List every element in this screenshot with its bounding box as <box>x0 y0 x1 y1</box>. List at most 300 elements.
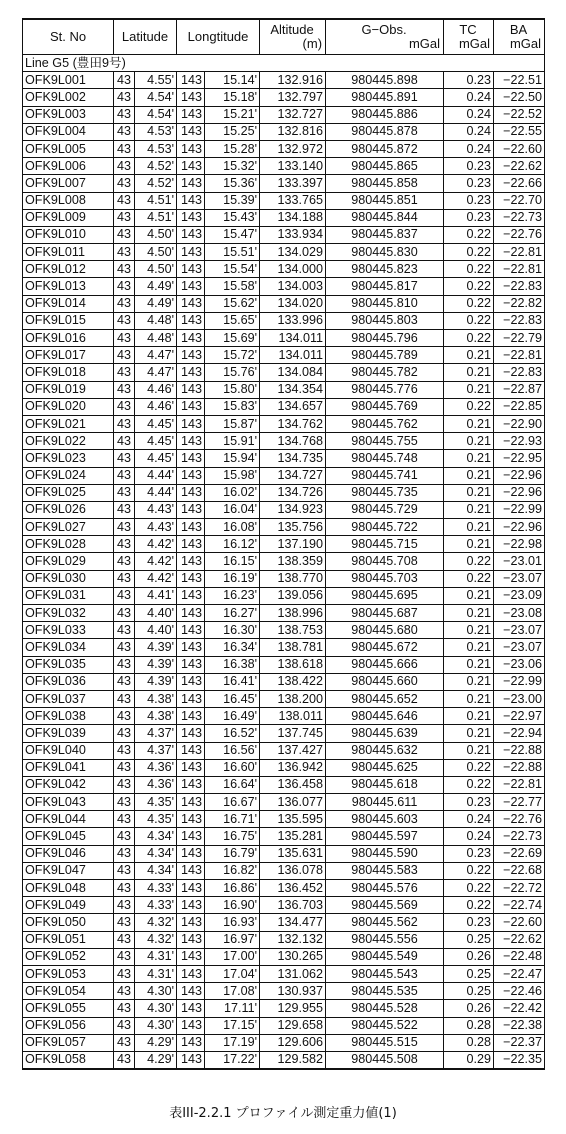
cell-lat-deg: 43 <box>114 381 135 398</box>
table-row <box>23 897 545 914</box>
gravity-table-sheet <box>22 18 544 1070</box>
cell-lon-min: 17.19' <box>205 1034 260 1051</box>
section-label: Line G5 (豊田9号) <box>23 55 545 72</box>
section-row <box>23 55 545 72</box>
table-row <box>23 209 545 226</box>
cell-tc: 0.22 <box>444 226 494 243</box>
cell-lon-min: 16.93' <box>205 914 260 931</box>
cell-altitude: 133.765 <box>260 192 326 209</box>
cell-lat-deg: 43 <box>114 158 135 175</box>
cell-lon-min: 15.83' <box>205 398 260 415</box>
cell-gobs: 980445.590 <box>326 845 444 862</box>
cell-lon-deg: 143 <box>177 106 205 123</box>
cell-ba: −22.83 <box>494 278 545 295</box>
cell-lon-deg: 143 <box>177 931 205 948</box>
table-row <box>23 1034 545 1051</box>
cell-altitude: 131.062 <box>260 965 326 982</box>
cell-ba: −22.50 <box>494 89 545 106</box>
cell-gobs: 980445.672 <box>326 639 444 656</box>
cell-lat-deg: 43 <box>114 295 135 312</box>
cell-lat-min: 4.47' <box>135 347 177 364</box>
cell-tc: 0.23 <box>444 158 494 175</box>
cell-tc: 0.24 <box>444 106 494 123</box>
cell-lat-deg: 43 <box>114 1017 135 1034</box>
table-row <box>23 72 545 89</box>
cell-lon-min: 15.36' <box>205 175 260 192</box>
cell-station-no: OFK9L017 <box>23 347 114 364</box>
cell-lon-min: 15.14' <box>205 72 260 89</box>
table-row <box>23 656 545 673</box>
cell-gobs: 980445.680 <box>326 622 444 639</box>
cell-ba: −22.60 <box>494 140 545 157</box>
cell-gobs: 980445.569 <box>326 897 444 914</box>
cell-ba: −22.96 <box>494 467 545 484</box>
cell-lon-min: 16.34' <box>205 639 260 656</box>
cell-altitude: 134.354 <box>260 381 326 398</box>
cell-station-no: OFK9L029 <box>23 553 114 570</box>
cell-altitude: 138.618 <box>260 656 326 673</box>
cell-gobs: 980445.762 <box>326 415 444 432</box>
cell-station-no: OFK9L038 <box>23 708 114 725</box>
cell-ba: −22.83 <box>494 364 545 381</box>
cell-altitude: 136.458 <box>260 776 326 793</box>
cell-lat-min: 4.48' <box>135 330 177 347</box>
cell-lon-deg: 143 <box>177 278 205 295</box>
cell-altitude: 134.657 <box>260 398 326 415</box>
cell-lon-min: 16.52' <box>205 725 260 742</box>
cell-tc: 0.21 <box>444 536 494 553</box>
cell-ba: −23.07 <box>494 639 545 656</box>
cell-lon-deg: 143 <box>177 690 205 707</box>
cell-ba: −22.55 <box>494 123 545 140</box>
cell-lat-min: 4.50' <box>135 261 177 278</box>
cell-tc: 0.21 <box>444 673 494 690</box>
table-row <box>23 330 545 347</box>
cell-lat-min: 4.32' <box>135 931 177 948</box>
cell-lat-deg: 43 <box>114 364 135 381</box>
cell-gobs: 980445.837 <box>326 226 444 243</box>
cell-lat-deg: 43 <box>114 450 135 467</box>
table-row <box>23 742 545 759</box>
cell-altitude: 132.816 <box>260 123 326 140</box>
cell-station-no: OFK9L004 <box>23 123 114 140</box>
cell-lon-min: 15.69' <box>205 330 260 347</box>
cell-ba: −22.66 <box>494 175 545 192</box>
cell-ba: −23.06 <box>494 656 545 673</box>
cell-tc: 0.24 <box>444 89 494 106</box>
cell-lat-deg: 43 <box>114 175 135 192</box>
cell-gobs: 980445.872 <box>326 140 444 157</box>
cell-lon-min: 16.12' <box>205 536 260 553</box>
cell-ba: −22.35 <box>494 1051 545 1069</box>
cell-gobs: 980445.625 <box>326 759 444 776</box>
cell-lon-min: 16.49' <box>205 708 260 725</box>
cell-lon-deg: 143 <box>177 347 205 364</box>
table-row <box>23 398 545 415</box>
cell-station-no: OFK9L002 <box>23 89 114 106</box>
cell-station-no: OFK9L035 <box>23 656 114 673</box>
cell-tc: 0.22 <box>444 570 494 587</box>
cell-lon-deg: 143 <box>177 862 205 879</box>
cell-gobs: 980445.796 <box>326 330 444 347</box>
cell-station-no: OFK9L003 <box>23 106 114 123</box>
cell-lat-min: 4.34' <box>135 845 177 862</box>
cell-lon-deg: 143 <box>177 914 205 931</box>
cell-lat-min: 4.42' <box>135 536 177 553</box>
cell-lon-deg: 143 <box>177 776 205 793</box>
cell-lon-min: 15.94' <box>205 450 260 467</box>
cell-gobs: 980445.603 <box>326 811 444 828</box>
cell-lon-deg: 143 <box>177 192 205 209</box>
cell-station-no: OFK9L025 <box>23 484 114 501</box>
cell-lon-deg: 143 <box>177 261 205 278</box>
table-row <box>23 880 545 897</box>
cell-altitude: 134.477 <box>260 914 326 931</box>
cell-altitude: 132.916 <box>260 72 326 89</box>
cell-lon-min: 16.08' <box>205 519 260 536</box>
gravity-measurement-table <box>22 18 545 1070</box>
cell-lon-min: 15.47' <box>205 226 260 243</box>
cell-station-no: OFK9L031 <box>23 587 114 604</box>
cell-gobs: 980445.741 <box>326 467 444 484</box>
cell-lat-min: 4.54' <box>135 89 177 106</box>
cell-station-no: OFK9L052 <box>23 948 114 965</box>
cell-lat-min: 4.53' <box>135 140 177 157</box>
table-caption: 表III-2.2.1 プロファイル測定重力値(1) <box>169 1106 397 1121</box>
cell-station-no: OFK9L034 <box>23 639 114 656</box>
cell-ba: −22.81 <box>494 261 545 278</box>
cell-lon-min: 15.87' <box>205 415 260 432</box>
table-row <box>23 140 545 157</box>
cell-tc: 0.23 <box>444 209 494 226</box>
cell-lat-min: 4.31' <box>135 965 177 982</box>
cell-lat-deg: 43 <box>114 690 135 707</box>
cell-tc: 0.29 <box>444 1051 494 1069</box>
cell-station-no: OFK9L050 <box>23 914 114 931</box>
cell-tc: 0.21 <box>444 690 494 707</box>
cell-lat-min: 4.39' <box>135 673 177 690</box>
cell-gobs: 980445.508 <box>326 1051 444 1069</box>
table-row <box>23 450 545 467</box>
cell-tc: 0.22 <box>444 880 494 897</box>
cell-lon-min: 15.76' <box>205 364 260 381</box>
cell-lon-min: 16.79' <box>205 845 260 862</box>
cell-ba: −23.09 <box>494 587 545 604</box>
cell-station-no: OFK9L007 <box>23 175 114 192</box>
cell-lat-deg: 43 <box>114 656 135 673</box>
cell-tc: 0.22 <box>444 776 494 793</box>
cell-lon-deg: 143 <box>177 501 205 518</box>
cell-altitude: 138.753 <box>260 622 326 639</box>
cell-station-no: OFK9L020 <box>23 398 114 415</box>
cell-lon-deg: 143 <box>177 587 205 604</box>
table-row <box>23 89 545 106</box>
header-tc-label: TC <box>459 22 477 37</box>
cell-gobs: 980445.858 <box>326 175 444 192</box>
cell-altitude: 137.190 <box>260 536 326 553</box>
cell-lon-deg: 143 <box>177 1017 205 1034</box>
cell-altitude: 134.735 <box>260 450 326 467</box>
cell-gobs: 980445.769 <box>326 398 444 415</box>
cell-gobs: 980445.549 <box>326 948 444 965</box>
cell-ba: −22.76 <box>494 811 545 828</box>
table-row <box>23 931 545 948</box>
cell-altitude: 134.762 <box>260 415 326 432</box>
cell-gobs: 980445.660 <box>326 673 444 690</box>
cell-station-no: OFK9L057 <box>23 1034 114 1051</box>
cell-station-no: OFK9L046 <box>23 845 114 862</box>
cell-lon-deg: 143 <box>177 639 205 656</box>
cell-station-no: OFK9L013 <box>23 278 114 295</box>
cell-lat-min: 4.34' <box>135 828 177 845</box>
cell-ba: −22.81 <box>494 244 545 261</box>
cell-ba: −22.83 <box>494 312 545 329</box>
cell-tc: 0.21 <box>444 605 494 622</box>
cell-tc: 0.22 <box>444 244 494 261</box>
table-row <box>23 828 545 845</box>
cell-lon-min: 16.38' <box>205 656 260 673</box>
header-gobs <box>326 19 444 55</box>
cell-station-no: OFK9L056 <box>23 1017 114 1034</box>
table-row <box>23 708 545 725</box>
cell-lon-min: 17.04' <box>205 965 260 982</box>
cell-altitude: 132.972 <box>260 140 326 157</box>
table-row <box>23 312 545 329</box>
cell-lon-deg: 143 <box>177 175 205 192</box>
cell-lon-min: 15.91' <box>205 433 260 450</box>
cell-gobs: 980445.865 <box>326 158 444 175</box>
cell-lon-deg: 143 <box>177 794 205 811</box>
cell-lon-min: 17.08' <box>205 983 260 1000</box>
cell-lon-min: 16.19' <box>205 570 260 587</box>
cell-lon-min: 15.39' <box>205 192 260 209</box>
cell-lat-min: 4.55' <box>135 72 177 89</box>
cell-lon-min: 16.02' <box>205 484 260 501</box>
cell-lon-deg: 143 <box>177 415 205 432</box>
cell-station-no: OFK9L043 <box>23 794 114 811</box>
cell-ba: −22.97 <box>494 708 545 725</box>
cell-lon-min: 16.82' <box>205 862 260 879</box>
cell-lat-min: 4.35' <box>135 811 177 828</box>
cell-station-no: OFK9L032 <box>23 605 114 622</box>
cell-gobs: 980445.776 <box>326 381 444 398</box>
cell-lon-deg: 143 <box>177 89 205 106</box>
cell-tc: 0.23 <box>444 175 494 192</box>
cell-lat-min: 4.54' <box>135 106 177 123</box>
cell-tc: 0.24 <box>444 123 494 140</box>
cell-ba: −22.81 <box>494 347 545 364</box>
cell-lat-min: 4.46' <box>135 398 177 415</box>
cell-lat-min: 4.45' <box>135 450 177 467</box>
cell-lat-min: 4.37' <box>135 725 177 742</box>
cell-lon-min: 15.65' <box>205 312 260 329</box>
cell-lat-min: 4.37' <box>135 742 177 759</box>
cell-station-no: OFK9L054 <box>23 983 114 1000</box>
cell-lat-min: 4.44' <box>135 484 177 501</box>
cell-tc: 0.21 <box>444 587 494 604</box>
cell-lon-min: 15.54' <box>205 261 260 278</box>
cell-tc: 0.23 <box>444 192 494 209</box>
cell-lon-deg: 143 <box>177 570 205 587</box>
cell-lon-min: 15.18' <box>205 89 260 106</box>
cell-altitude: 134.768 <box>260 433 326 450</box>
cell-station-no: OFK9L019 <box>23 381 114 398</box>
table-row <box>23 226 545 243</box>
cell-lat-deg: 43 <box>114 983 135 1000</box>
cell-altitude: 138.200 <box>260 690 326 707</box>
cell-gobs: 980445.528 <box>326 1000 444 1017</box>
cell-gobs: 980445.898 <box>326 72 444 89</box>
cell-ba: −23.07 <box>494 622 545 639</box>
cell-lon-min: 15.80' <box>205 381 260 398</box>
table-row <box>23 192 545 209</box>
table-row <box>23 261 545 278</box>
cell-lon-deg: 143 <box>177 759 205 776</box>
table-row <box>23 278 545 295</box>
cell-lat-min: 4.39' <box>135 656 177 673</box>
cell-lat-min: 4.42' <box>135 553 177 570</box>
cell-tc: 0.22 <box>444 295 494 312</box>
cell-ba: −22.73 <box>494 828 545 845</box>
cell-lon-deg: 143 <box>177 72 205 89</box>
cell-lat-min: 4.45' <box>135 415 177 432</box>
cell-ba: −23.08 <box>494 605 545 622</box>
cell-tc: 0.22 <box>444 398 494 415</box>
cell-lon-min: 15.58' <box>205 278 260 295</box>
cell-lat-min: 4.49' <box>135 278 177 295</box>
cell-altitude: 129.955 <box>260 1000 326 1017</box>
cell-lon-deg: 143 <box>177 381 205 398</box>
cell-lon-min: 15.32' <box>205 158 260 175</box>
cell-station-no: OFK9L039 <box>23 725 114 742</box>
cell-tc: 0.21 <box>444 381 494 398</box>
table-row <box>23 845 545 862</box>
cell-lon-deg: 143 <box>177 244 205 261</box>
table-row <box>23 536 545 553</box>
cell-lat-deg: 43 <box>114 570 135 587</box>
cell-gobs: 980445.748 <box>326 450 444 467</box>
cell-station-no: OFK9L049 <box>23 897 114 914</box>
cell-station-no: OFK9L023 <box>23 450 114 467</box>
table-row <box>23 1017 545 1034</box>
cell-lat-deg: 43 <box>114 948 135 965</box>
cell-lat-min: 4.50' <box>135 226 177 243</box>
cell-ba: −22.85 <box>494 398 545 415</box>
cell-tc: 0.21 <box>444 622 494 639</box>
cell-ba: −22.69 <box>494 845 545 862</box>
cell-ba: −23.00 <box>494 690 545 707</box>
table-body <box>23 55 545 1070</box>
table-row <box>23 433 545 450</box>
cell-station-no: OFK9L018 <box>23 364 114 381</box>
cell-lat-min: 4.48' <box>135 312 177 329</box>
cell-ba: −22.42 <box>494 1000 545 1017</box>
cell-lat-deg: 43 <box>114 587 135 604</box>
cell-ba: −22.88 <box>494 759 545 776</box>
table-row <box>23 381 545 398</box>
cell-ba: −22.60 <box>494 914 545 931</box>
cell-lat-deg: 43 <box>114 226 135 243</box>
cell-lat-min: 4.30' <box>135 983 177 1000</box>
cell-gobs: 980445.583 <box>326 862 444 879</box>
cell-ba: −22.48 <box>494 948 545 965</box>
cell-lon-min: 16.90' <box>205 897 260 914</box>
cell-station-no: OFK9L024 <box>23 467 114 484</box>
cell-lat-min: 4.51' <box>135 192 177 209</box>
cell-lon-deg: 143 <box>177 605 205 622</box>
cell-lon-deg: 143 <box>177 140 205 157</box>
cell-lat-min: 4.35' <box>135 794 177 811</box>
cell-ba: −22.76 <box>494 226 545 243</box>
cell-station-no: OFK9L055 <box>23 1000 114 1017</box>
cell-lat-deg: 43 <box>114 897 135 914</box>
cell-lat-deg: 43 <box>114 811 135 828</box>
cell-lat-deg: 43 <box>114 1034 135 1051</box>
cell-lon-min: 17.15' <box>205 1017 260 1034</box>
cell-altitude: 134.011 <box>260 330 326 347</box>
cell-ba: −22.77 <box>494 794 545 811</box>
cell-lat-min: 4.49' <box>135 295 177 312</box>
cell-gobs: 980445.823 <box>326 261 444 278</box>
cell-station-no: OFK9L008 <box>23 192 114 209</box>
cell-altitude: 136.078 <box>260 862 326 879</box>
cell-tc: 0.22 <box>444 278 494 295</box>
cell-ba: −22.99 <box>494 501 545 518</box>
table-row <box>23 914 545 931</box>
cell-lon-min: 16.30' <box>205 622 260 639</box>
cell-lat-deg: 43 <box>114 536 135 553</box>
cell-lon-deg: 143 <box>177 742 205 759</box>
cell-lon-deg: 143 <box>177 123 205 140</box>
cell-station-no: OFK9L026 <box>23 501 114 518</box>
cell-lon-min: 15.51' <box>205 244 260 261</box>
cell-ba: −22.81 <box>494 776 545 793</box>
cell-station-no: OFK9L001 <box>23 72 114 89</box>
cell-gobs: 980445.543 <box>326 965 444 982</box>
table-row <box>23 811 545 828</box>
cell-altitude: 136.942 <box>260 759 326 776</box>
cell-tc: 0.23 <box>444 845 494 862</box>
cell-lon-deg: 143 <box>177 330 205 347</box>
cell-lat-min: 4.34' <box>135 862 177 879</box>
cell-lat-min: 4.32' <box>135 914 177 931</box>
cell-lon-deg: 143 <box>177 158 205 175</box>
cell-altitude: 135.756 <box>260 519 326 536</box>
cell-lat-deg: 43 <box>114 398 135 415</box>
cell-altitude: 134.084 <box>260 364 326 381</box>
cell-tc: 0.21 <box>444 656 494 673</box>
cell-lon-min: 15.43' <box>205 209 260 226</box>
table-row <box>23 622 545 639</box>
cell-altitude: 130.265 <box>260 948 326 965</box>
cell-lon-min: 17.00' <box>205 948 260 965</box>
cell-station-no: OFK9L006 <box>23 158 114 175</box>
cell-lon-deg: 143 <box>177 1034 205 1051</box>
cell-lon-min: 16.45' <box>205 690 260 707</box>
cell-tc: 0.21 <box>444 742 494 759</box>
table-row <box>23 175 545 192</box>
cell-lat-min: 4.29' <box>135 1051 177 1069</box>
cell-gobs: 980445.597 <box>326 828 444 845</box>
cell-lat-deg: 43 <box>114 484 135 501</box>
cell-altitude: 129.606 <box>260 1034 326 1051</box>
table-row <box>23 295 545 312</box>
cell-lon-deg: 143 <box>177 673 205 690</box>
cell-ba: −22.37 <box>494 1034 545 1051</box>
cell-lat-min: 4.43' <box>135 501 177 518</box>
cell-station-no: OFK9L041 <box>23 759 114 776</box>
cell-lon-deg: 143 <box>177 553 205 570</box>
